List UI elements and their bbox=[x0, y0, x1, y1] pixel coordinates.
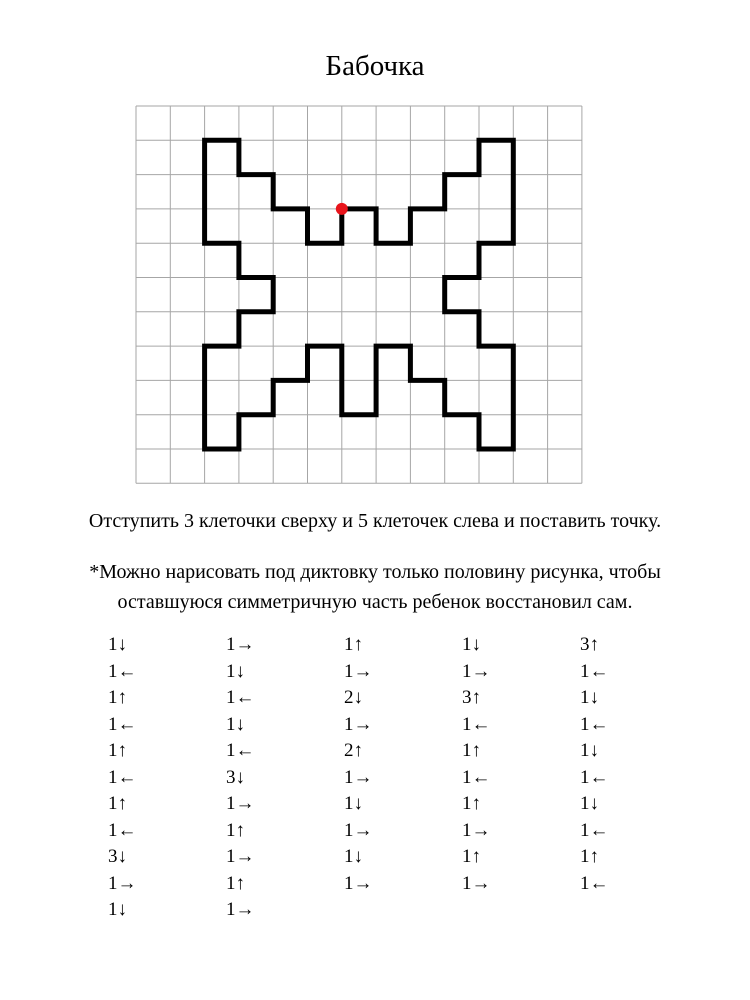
dictation-step: 3↑ bbox=[580, 634, 599, 655]
dictation-steps bbox=[0, 632, 750, 932]
step-column bbox=[462, 632, 522, 897]
dictation-step: 1→ bbox=[462, 819, 491, 841]
dictation-step: 1← bbox=[108, 819, 137, 841]
dictation-step: 1↓ bbox=[462, 634, 481, 655]
note-line-1: *Можно нарисовать под диктовку только половину рисунка, чтобы bbox=[89, 561, 661, 583]
dictation-step: 1↑ bbox=[108, 793, 127, 814]
dictation-step: 2↑ bbox=[344, 740, 363, 761]
dictation-step: 1→ bbox=[344, 819, 373, 841]
dictation-step: 1← bbox=[462, 713, 491, 735]
dictation-step: 1→ bbox=[226, 793, 255, 814]
dictation-step: 1↓ bbox=[108, 899, 127, 920]
dictation-step: 1↑ bbox=[462, 740, 481, 761]
dictation-step: 1↑ bbox=[108, 740, 127, 761]
step-column bbox=[580, 632, 640, 897]
page-title: Бабочка bbox=[325, 50, 425, 82]
dictation-step: 1← bbox=[580, 766, 609, 788]
dictation-step: 1← bbox=[580, 872, 609, 894]
instruction-text: Отступить 3 клеточки сверху и 5 клеточек слева и поставить точку. bbox=[88, 510, 662, 532]
dictation-step: 1← bbox=[108, 713, 137, 735]
dictation-step: 1→ bbox=[226, 846, 255, 867]
dictation-step: 1→ bbox=[344, 713, 373, 735]
step-column bbox=[344, 632, 404, 897]
dictation-step: 3↓ bbox=[108, 846, 127, 867]
dictation-step: 1← bbox=[580, 819, 609, 841]
dictation-step: 1← bbox=[580, 660, 609, 682]
dictation-step: 1↓ bbox=[226, 660, 245, 682]
dictation-step: 1↑ bbox=[108, 687, 127, 708]
dictation-step: 1→ bbox=[344, 660, 373, 682]
dictation-step: 1→ bbox=[226, 899, 255, 920]
note-text bbox=[0, 557, 750, 617]
dictation-step: 1↓ bbox=[344, 793, 363, 814]
dictation-step: 1↑ bbox=[580, 846, 599, 867]
dictation-step: 1↓ bbox=[580, 740, 599, 761]
dictation-step: 1↓ bbox=[580, 687, 599, 708]
start-point-dot bbox=[336, 203, 348, 215]
dictation-step: 1↑ bbox=[462, 793, 481, 814]
dictation-step: 1↑ bbox=[226, 819, 245, 841]
dictation-step: 3↓ bbox=[226, 766, 245, 788]
dictation-step: 3↑ bbox=[462, 687, 481, 708]
step-column bbox=[108, 632, 168, 924]
step-column bbox=[226, 632, 286, 924]
dictation-step: 1→ bbox=[344, 766, 373, 788]
dictation-step: 1→ bbox=[226, 634, 255, 655]
dictation-step: 1↑ bbox=[226, 872, 245, 894]
dictation-step: 1↑ bbox=[462, 846, 481, 867]
dictation-step: 1→ bbox=[108, 872, 137, 894]
dictation-step: 1← bbox=[226, 740, 255, 761]
dictation-step: 1→ bbox=[462, 660, 491, 682]
dictation-step: 1← bbox=[462, 766, 491, 788]
dictation-step: 1↓ bbox=[344, 846, 363, 867]
butterfly-outline bbox=[205, 140, 514, 449]
dictation-step: 1→ bbox=[462, 872, 491, 894]
dictation-step: 1↓ bbox=[580, 793, 599, 814]
dictation-step: 1→ bbox=[344, 872, 373, 894]
dictation-step: 1← bbox=[226, 687, 255, 708]
note-line-2: оставшуюся симметричную часть ребенок восстановил сам. bbox=[117, 591, 633, 613]
dictation-step: 1↑ bbox=[344, 634, 363, 655]
dictation-step: 1← bbox=[580, 713, 609, 735]
dictation-step: 1← bbox=[108, 660, 137, 682]
dictation-step: 1← bbox=[108, 766, 137, 788]
dictation-step: 1↓ bbox=[108, 634, 127, 655]
dictation-step: 2↓ bbox=[344, 687, 363, 708]
dictation-step: 1↓ bbox=[226, 713, 245, 735]
